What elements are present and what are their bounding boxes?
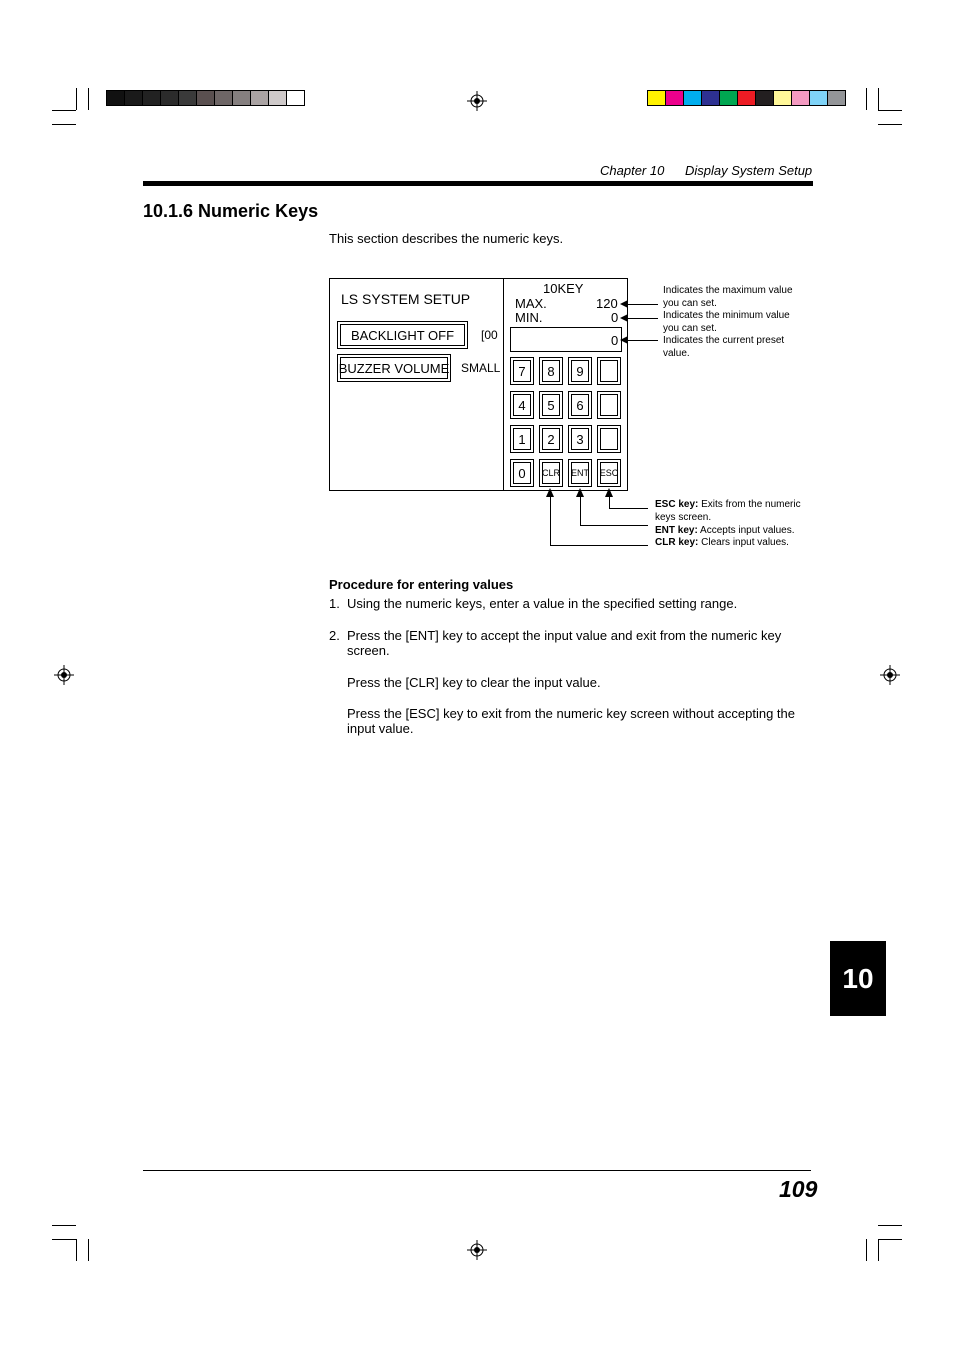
leader-line	[628, 304, 658, 305]
color-swatch	[232, 90, 251, 106]
color-swatch	[142, 90, 161, 106]
backlight-button-label: BACKLIGHT OFF	[350, 327, 455, 343]
key-2[interactable]	[539, 425, 563, 453]
header-chapter: Chapter 10	[600, 163, 665, 178]
keypad-title: 10KEY	[543, 281, 584, 296]
crop-mark	[878, 1225, 902, 1226]
crop-mark	[76, 1239, 77, 1261]
color-swatch	[791, 90, 810, 106]
color-swatch	[737, 90, 756, 106]
key-label: 7	[518, 363, 526, 379]
header-rule	[143, 181, 813, 186]
color-swatch	[809, 90, 828, 106]
color-swatch	[250, 90, 269, 106]
key-7[interactable]	[510, 357, 534, 385]
color-swatch	[719, 90, 738, 106]
crop-mark	[878, 1239, 879, 1261]
key-8[interactable]	[539, 357, 563, 385]
header-title: Display System Setup	[685, 163, 813, 178]
key-label: 1	[518, 431, 526, 447]
crop-mark	[52, 1225, 76, 1226]
crop-mark	[52, 124, 76, 125]
color-swatch	[178, 90, 197, 106]
footer-rule	[143, 1170, 811, 1171]
key-0[interactable]	[510, 459, 534, 487]
arrow-left-icon	[620, 314, 628, 322]
crop-mark	[878, 124, 902, 125]
leader-line	[580, 496, 581, 525]
color-swatch	[827, 90, 846, 106]
key-label: 9	[576, 363, 584, 379]
crop-mark	[76, 88, 77, 110]
key-label: 0	[518, 465, 526, 481]
annotation-text: Accepts input values.	[697, 525, 795, 536]
color-swatch	[647, 90, 666, 106]
color-swatch	[701, 90, 720, 106]
color-swatch	[106, 90, 125, 106]
color-swatch	[755, 90, 774, 106]
key-blank[interactable]	[597, 425, 621, 453]
arrow-left-icon	[620, 336, 628, 344]
color-swatch	[214, 90, 233, 106]
step-2-clr-note: Press the [CLR] key to clear the input value.	[347, 675, 601, 690]
backlight-value: [00	[481, 328, 498, 342]
key-label: 5	[547, 397, 555, 413]
crop-mark	[878, 1239, 902, 1240]
annotation-text: Indicates the current preset	[663, 335, 785, 346]
step-1-text: Using the numeric keys, enter a value in the specified setting range.	[347, 596, 738, 611]
color-swatch	[286, 90, 305, 106]
max-value: 120	[596, 296, 618, 311]
page-number: 109	[779, 1176, 818, 1202]
key-4[interactable]	[510, 391, 534, 419]
section-title: 10.1.6 Numeric Keys	[143, 201, 319, 221]
key-label: 3	[576, 431, 584, 447]
screen-title: LS SYSTEM SETUP	[341, 291, 471, 307]
leader-line	[550, 545, 648, 546]
crop-mark	[866, 88, 867, 110]
annotation-text: value.	[663, 348, 690, 359]
key-label: 6	[576, 397, 584, 413]
key-3[interactable]	[568, 425, 592, 453]
ent-key[interactable]	[568, 459, 592, 487]
key-label: 4	[518, 397, 526, 413]
color-swatch	[160, 90, 179, 106]
color-swatch	[196, 90, 215, 106]
annotation-text: keys screen.	[655, 512, 712, 523]
min-value: 0	[611, 310, 619, 325]
section-intro: This section describes the numeric keys.	[329, 231, 564, 246]
step-number: 1.	[329, 596, 340, 611]
color-swatch	[665, 90, 684, 106]
buzzer-volume-button[interactable]	[337, 354, 451, 382]
crop-mark	[88, 1239, 89, 1261]
current-value: 0	[611, 333, 619, 348]
annotation-clr-key	[655, 536, 789, 549]
esc-key[interactable]	[597, 459, 621, 487]
leader-line	[580, 525, 648, 526]
clr-key[interactable]	[539, 459, 563, 487]
step-number: 2.	[329, 628, 340, 643]
annotation-key-label: ESC key:	[655, 499, 699, 510]
crop-mark	[866, 1239, 867, 1261]
annotation-text: Clears input values.	[698, 537, 789, 548]
annotation-text: Indicates the minimum value	[663, 310, 790, 321]
step-2-esc-note: Press the [ESC] key to exit from the numeric key screen without accepting the input value.	[347, 706, 795, 736]
key-label: 2	[547, 431, 555, 447]
leader-line	[628, 340, 658, 341]
min-label: MIN.	[515, 310, 543, 325]
screen-divider	[503, 278, 504, 491]
buzzer-volume-value: SMALL	[461, 361, 501, 375]
key-label: ENT	[571, 468, 589, 478]
key-label: ESC	[599, 468, 619, 478]
key-1[interactable]	[510, 425, 534, 453]
crop-mark	[878, 110, 902, 111]
registration-mark-icon	[467, 91, 487, 111]
key-5[interactable]	[539, 391, 563, 419]
leader-line	[628, 318, 658, 319]
crop-mark	[878, 88, 879, 110]
registration-mark-icon	[880, 665, 900, 685]
key-6[interactable]	[568, 391, 592, 419]
value-input-display	[510, 327, 622, 352]
key-blank[interactable]	[597, 391, 621, 419]
backlight-button[interactable]	[337, 321, 468, 349]
annotation-text: Exits from the numeric	[698, 499, 801, 510]
key-label: CLR	[541, 468, 560, 478]
step-2-text: Press the [ENT] key to accept the input value and exit from the numeric key screen.	[347, 628, 782, 658]
annotation-esc-key	[655, 498, 801, 524]
leader-line	[550, 496, 551, 545]
annotation-current	[663, 334, 784, 360]
crop-mark	[52, 110, 76, 111]
color-swatch	[124, 90, 143, 106]
key-label: 8	[547, 363, 555, 379]
crop-mark	[52, 1239, 76, 1240]
annotation-text: you can set.	[663, 298, 717, 309]
key-blank[interactable]	[597, 357, 621, 385]
procedure-title: Procedure for entering values	[329, 577, 514, 592]
registration-mark-icon	[54, 665, 74, 685]
leader-line	[609, 496, 610, 508]
key-9[interactable]	[568, 357, 592, 385]
annotation-text: you can set.	[663, 323, 717, 334]
arrow-left-icon	[620, 300, 628, 308]
color-swatch	[773, 90, 792, 106]
annotation-max	[663, 284, 793, 310]
annotation-min	[663, 309, 790, 335]
registration-mark-icon	[467, 1240, 487, 1260]
buzzer-volume-button-label: BUZZER VOLUME	[338, 360, 450, 376]
leader-line	[609, 508, 648, 509]
color-swatch	[268, 90, 287, 106]
annotation-key-label: ENT key:	[655, 525, 698, 536]
color-swatch	[683, 90, 702, 106]
crop-mark	[88, 88, 89, 110]
max-label: MAX.	[515, 296, 547, 311]
chapter-tab: 10	[830, 941, 886, 1016]
annotation-text: Indicates the maximum value	[663, 285, 793, 296]
annotation-key-label: CLR key:	[655, 537, 699, 548]
